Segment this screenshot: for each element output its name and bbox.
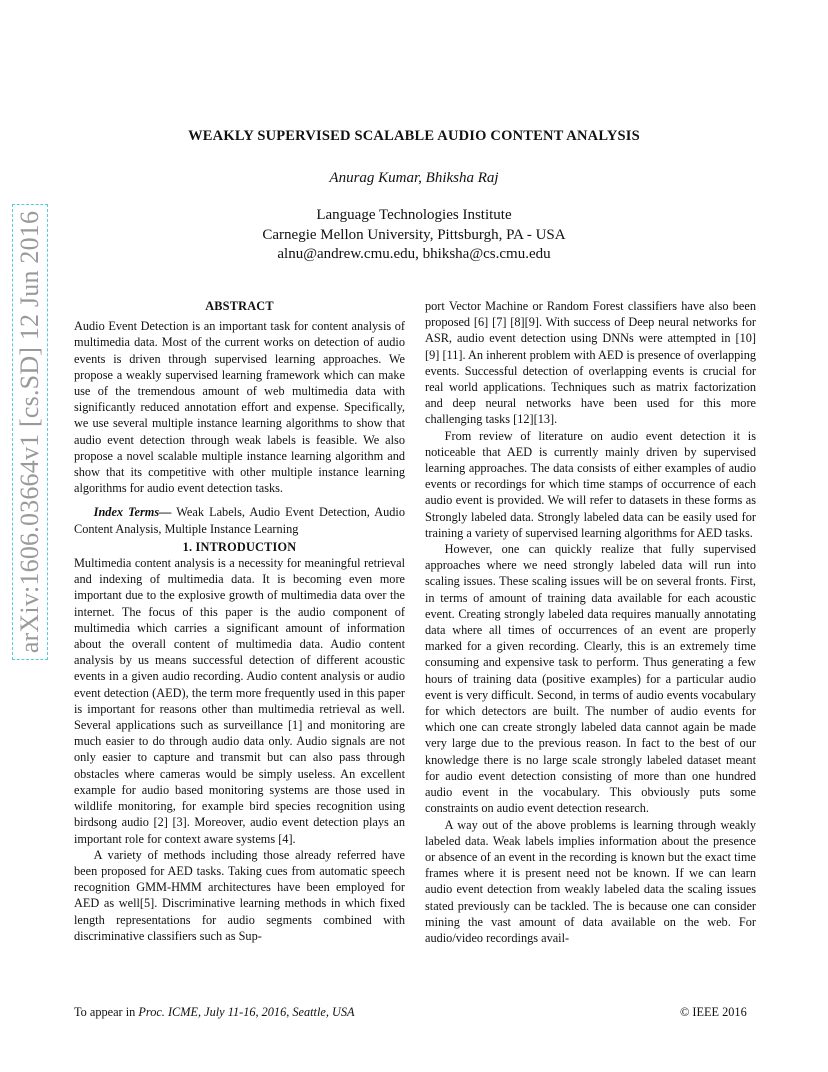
footer-copyright: © IEEE 2016	[680, 1005, 747, 1019]
arxiv-id-text: arXiv:1606.03664v1 [cs.SD] 12 Jun 2016	[12, 204, 48, 660]
intro-paragraph-1: Multimedia content analysis is a necessity for meaningful retrieval and indexing of multimedia data. It is becoming even more important due to the explosive growth of multimedia data over the internet. The focus of this paper is the audio component of multimedia which carries a significant amount of information about the overall content of multimedia data. Audio content analysis by us means successful detection of different acoustic events in a given audio recording. Audio content analysis or audio event detection (AED), the term more frequently used in this paper is important for reasons other than multimedia retrieval as well. Several applications such as surveillance [1] and monitoring are much easier to do through audio data only. Audio signals are not only easier to capture and transmit but can also pass through obstacles where cameras would be simply useless. An excellent example for audio based monitoring systems are those used in wildlife monitoring, for example bird species recognition using birdsong audio [2] [3]. Moreover, audio event detection plays an important role for context aware systems [4].	[74, 556, 405, 846]
affiliation-emails: alnu@andrew.cmu.edu, bhiksha@cs.cmu.edu	[277, 246, 551, 262]
abstract-text: Audio Event Detection is an important task for content analysis of multimedia data. Most of the current works on detection of audio events is driven through supervised learning approaches. We propose a weakly supervised learning framework which can make use of the tremendous amount of web multimedia data with significantly reduced annotation effort and expense. Specifically, we use several multiple instance learning algorithms to show that audio event detection through weak labels is feasible. We also propose a novel scalable multiple instance learning algorithm and show that its competitive with other multiple instance learning algorithms for audio event detection tasks.	[74, 319, 405, 496]
footer-venue-name: Proc. ICME, July 11-16, 2016, Seattle, USA	[138, 1005, 355, 1019]
right-paragraph-4: A way out of the above problems is learning through weakly labeled data. Weak labels implies information about the presence or absence of an event in the recording is known but the exact time frames where it is present need not be known. If we can learn audio event detection from weakly labeled data the scaling issues stated previously can be tackled. The is because one can consider mining the vast amount of data available on the web. For audio/video recordings avail-	[425, 817, 756, 945]
right-paragraph-3: However, one can quickly realize that fully supervised approaches where we need strongly labeled data will run into scaling issues. These scaling issues will be on several fronts. First, in terms of amount of training data available for each acoustic event. Creating strongly labeled data requires manually annotating data where all times of occurrences of an event are properly marked for a given recording. Clearly, this is an extremely time consuming and expensive task to perform. Thus generating a few hours of training data (positive examples) for a particular audio event is very difficult. Second, in terms of audio events vocabulary for which detectors are built. The number of audio events for which one can create strongly labeled data cannot again be made very large due to the previous reason. In fact to the best of our knowledge there is no large scale strongly labeled dataset meant for audio event detection consisting of more than one hundred audio event in the vocabulary. This obviously puts some constraints on audio event detection research.	[425, 542, 756, 816]
index-terms	[74, 504, 405, 536]
abstract-heading: ABSTRACT	[205, 299, 274, 313]
footer-venue-prefix: To appear in	[74, 1005, 139, 1019]
right-paragraph-2: From review of literature on audio event detection it is noticeable that AED is currently mainly driven by supervised learning approaches. The data consists of either examples of audio events or recordings for which time stamps of occurrence of each audio event is provided. We will refer to datasets in these forms as Strongly labeled data. Strongly labeled data can be easily used for training a variety of supervised learning algorithms for AED tasks.	[425, 428, 756, 540]
affiliation-institute: Language Technologies Institute	[316, 207, 512, 223]
right-paragraph-1: port Vector Machine or Random Forest classifiers have also been proposed [6] [7] [8][9]. With success of Deep neural networks for ASR, audio event detection using DNNs were attempted in [10] [9] [11]. An inherent problem with AED is presence of overlapping events. Successful detection of overlapping events is crucial for real world applications. Techniques such as matrix factorization and deep neural networks have been used for this more challenging tasks [12][13].	[425, 299, 756, 427]
arxiv-watermark	[10, 210, 50, 654]
index-terms-text: Weak Labels, Audio Event Detection, Audio Content Analysis, Multiple Instance Learning	[74, 505, 405, 536]
author-affiliation	[74, 206, 754, 265]
paper-authors: Anurag Kumar, Bhiksha Raj	[329, 170, 499, 186]
footer-venue	[74, 1005, 355, 1020]
affiliation-university: Carnegie Mellon University, Pittsburgh, PA - USA	[262, 226, 566, 243]
paper-title: WEAKLY SUPERVISED SCALABLE AUDIO CONTENT ANALYSIS	[188, 128, 640, 144]
intro-paragraph-2: A variety of methods including those already referred have been proposed for AED tasks. Taking cues from automatic speech recognition GMM-HMM architectures have been employed for AED as well[5]. Discriminative learning methods in which fixed length representations for audio segments combined with discriminative classifiers such as Sup-	[74, 847, 405, 943]
index-terms-label: Index Terms—	[93, 505, 172, 520]
introduction-heading: 1. INTRODUCTION	[182, 539, 297, 554]
right-column	[425, 298, 756, 946]
left-column	[74, 298, 405, 944]
